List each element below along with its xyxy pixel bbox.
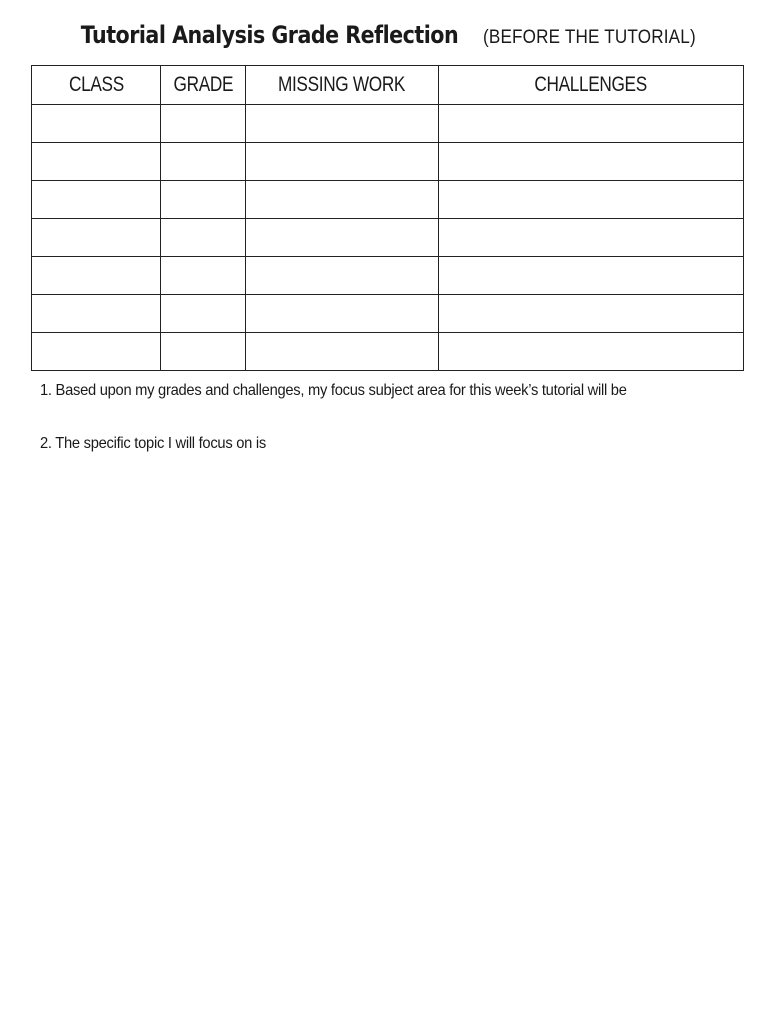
missing-work-cell[interactable] xyxy=(246,295,439,333)
grade-cell[interactable] xyxy=(161,295,246,333)
title-subtitle: (BEFORE THE TUTORIAL) xyxy=(483,27,697,48)
class-cell[interactable] xyxy=(32,105,161,143)
challenges-cell[interactable] xyxy=(439,105,744,143)
challenges-cell[interactable] xyxy=(439,257,744,295)
table-row xyxy=(32,295,744,333)
grade-reflection-table xyxy=(31,65,744,371)
question-focus-subject: 1. Based upon my grades and challenges, my focus subject area for this week’s tutorial will be xyxy=(40,382,627,399)
grade-cell[interactable] xyxy=(161,333,246,371)
grade-cell[interactable] xyxy=(161,257,246,295)
header-class: CLASS xyxy=(32,66,161,105)
missing-work-cell[interactable] xyxy=(246,219,439,257)
table-row xyxy=(32,105,744,143)
grade-cell[interactable] xyxy=(161,105,246,143)
missing-work-cell[interactable] xyxy=(246,257,439,295)
page-title xyxy=(0,16,770,58)
class-cell[interactable] xyxy=(32,181,161,219)
challenges-cell[interactable] xyxy=(439,295,744,333)
table-row xyxy=(32,219,744,257)
class-cell[interactable] xyxy=(32,219,161,257)
missing-work-cell[interactable] xyxy=(246,181,439,219)
class-cell[interactable] xyxy=(32,295,161,333)
missing-work-cell[interactable] xyxy=(246,333,439,371)
title-main: Tutorial Analysis Grade Reflection xyxy=(80,21,459,49)
question-specific-topic: 2. The specific topic I will focus on is xyxy=(40,435,266,452)
class-cell[interactable] xyxy=(32,257,161,295)
class-cell[interactable] xyxy=(32,143,161,181)
table-row xyxy=(32,333,744,371)
table-row xyxy=(32,257,744,295)
challenges-cell[interactable] xyxy=(439,143,744,181)
class-cell[interactable] xyxy=(32,333,161,371)
table-row xyxy=(32,143,744,181)
challenges-cell[interactable] xyxy=(439,219,744,257)
header-missing-work: MISSING WORK xyxy=(246,66,439,105)
header-grade: GRADE xyxy=(161,66,246,105)
grade-cell[interactable] xyxy=(161,181,246,219)
grade-cell[interactable] xyxy=(161,219,246,257)
missing-work-cell[interactable] xyxy=(246,105,439,143)
header-challenges: CHALLENGES xyxy=(439,66,744,105)
grade-cell[interactable] xyxy=(161,143,246,181)
challenges-cell[interactable] xyxy=(439,333,744,371)
missing-work-cell[interactable] xyxy=(246,143,439,181)
challenges-cell[interactable] xyxy=(439,181,744,219)
table-header-row xyxy=(32,66,744,105)
table-row xyxy=(32,181,744,219)
